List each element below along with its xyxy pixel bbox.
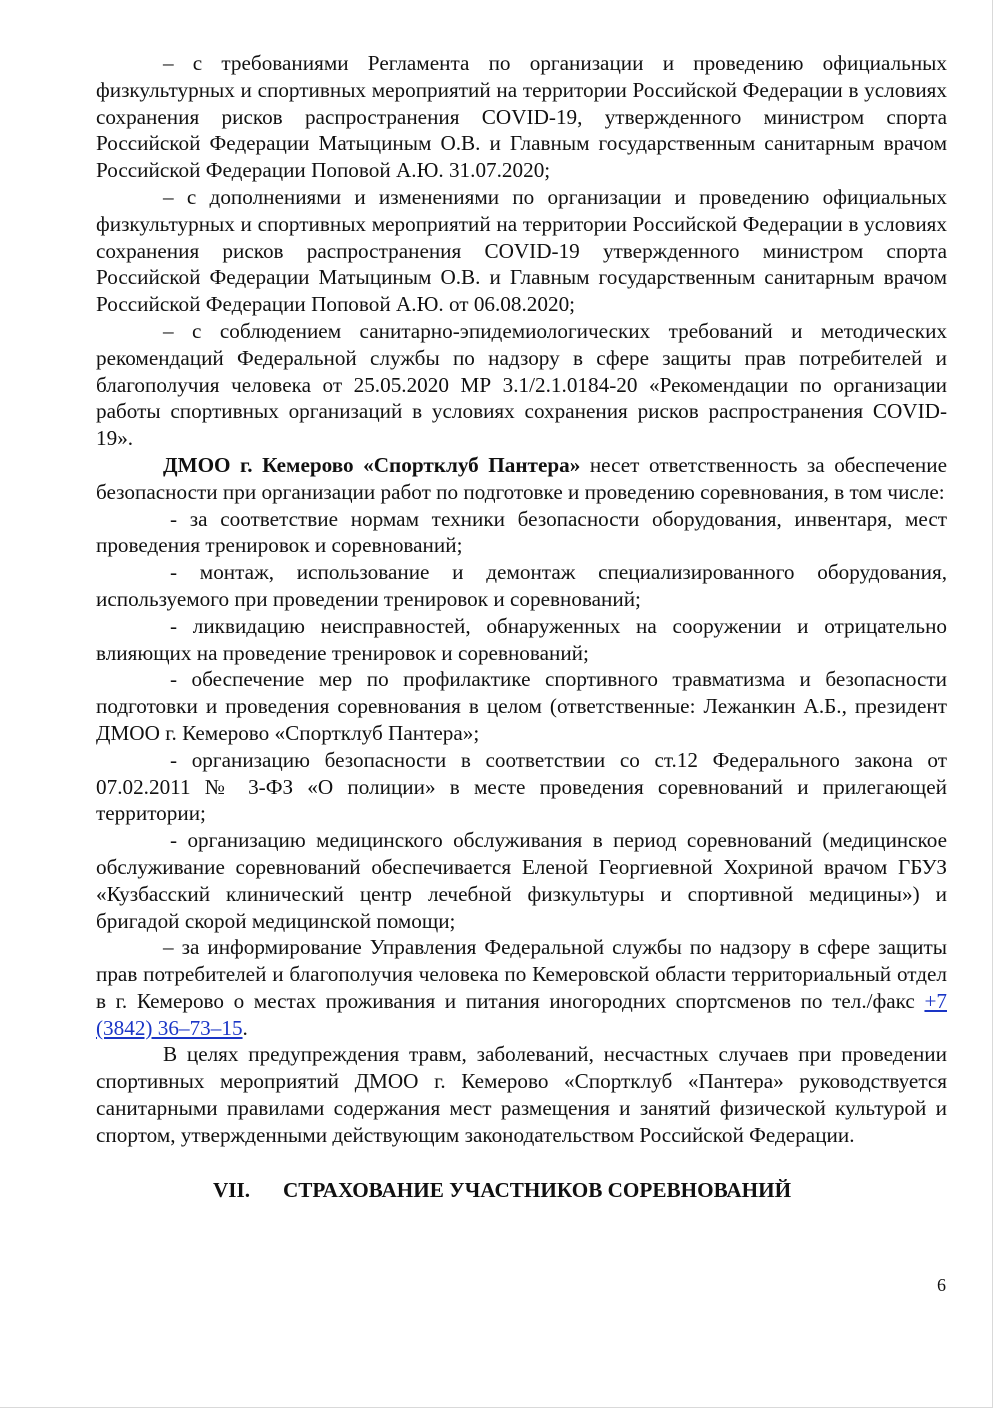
- organization-name: ДМОО г. Кемерово «Спортклуб Пантера»: [163, 452, 581, 477]
- document-body: [96, 50, 947, 1203]
- informing-end: .: [242, 1015, 248, 1040]
- list-item: - обеспечение мер по профилактике спортивного травматизма и безопасности подготовки и проведения соревнования в целом (ответственные: Лежанкин А.Б., президент ДМОО г. Кемерово «Спортклуб Пантера»;: [96, 667, 947, 745]
- list-item: - организацию медицинского обслуживания в период соревнований (медицинское обслуживание соревнований обеспечивается Еленой Георгиевной Хохриной врачом ГБУЗ «Кузбасский клинический центр лечебной физкультуры и спортивной медицины») и бригадой скорой медицинской помощи;: [96, 828, 947, 933]
- section-title: СТРАХОВАНИЕ УЧАСТНИКОВ СОРЕВНОВАНИЙ: [283, 1177, 792, 1202]
- prevention-paragraph: В целях предупреждения травм, заболеваний, несчастных случаев при проведении спортивных мероприятий ДМОО г. Кемерово «Спортклуб «Пантера» руководствуется санитарными правилами содержания мест размещения и занятий физической культурой и спортом, утвержденными действующим законодательством Российской Федерации.: [96, 1042, 947, 1147]
- responsibility-text: несет ответственность за обеспечение безопасности при организации работ по подготовке и проведению соревнования, в том числе:: [96, 452, 947, 504]
- section-heading: [96, 1177, 947, 1204]
- list-item: - организацию безопасности в соответствии со ст.12 Федерального закона от 07.02.2011 № 3-ФЗ «О полиции» в месте проведения соревнований и прилегающей территории;: [96, 747, 947, 826]
- list-item: - за соответствие нормам техники безопасности оборудования, инвентаря, мест проведения тренировок и соревнований;: [96, 506, 947, 558]
- regulation-paragraph-1: – с требованиями Регламента по организации и проведению официальных физкультурных и спортивных мероприятий на территории Российской Федерации в условиях сохранения рисков распространения COVID-19, утвержденного министром спорта Российской Федерации Матыциным О.В. и Главным государственным санитарным врачом Российской Федерации Поповой А.Ю. 31.07.2020;: [96, 51, 947, 183]
- phone-link[interactable]: +7 (3842) 36–73–15: [96, 988, 947, 1040]
- section-number: VII.: [213, 1177, 251, 1202]
- list-item: - монтаж, использование и демонтаж специализированного оборудования, используемого при проведении тренировок и соревнований;: [96, 560, 947, 611]
- informing-text: – за информирование Управления Федеральной службы по надзору в сфере защиты прав потребителей и благополучия человека по Кемеровской области территориальный отдел в г. Кемерово о местах проживания и питания иногородних спортсменов по тел./факс: [96, 935, 947, 1013]
- list-item: - ликвидацию неисправностей, обнаруженных на сооружении и отрицательно влияющих на проведение тренировок и соревнований;: [96, 613, 947, 665]
- informing-paragraph: [96, 934, 947, 1041]
- page-number: 6: [937, 1275, 946, 1295]
- regulation-paragraph-3: – с соблюдением санитарно-эпидемиологических требований и методических рекомендаций Федеральной службы по надзору в сфере защиты прав потребителей и благополучия человека от 25.05.2020 МР 3.1/2.1.0184-20 «Рекомендации по организации работы спортивных организаций в условиях сохранения рисков распространения COVID-19».: [96, 318, 947, 451]
- responsibility-paragraph: [96, 452, 947, 506]
- regulation-paragraph-2: – с дополнениями и изменениями по организации и проведению официальных физкультурных и спортивных мероприятий на территории Российской Федерации в условиях сохранения рисков распространения COVID-19 утвержденного министром спорта Российской Федерации Матыциным О.В. и Главным государственным санитарным врачом Российской Федерации Поповой А.Ю. от 06.08.2020;: [96, 184, 947, 317]
